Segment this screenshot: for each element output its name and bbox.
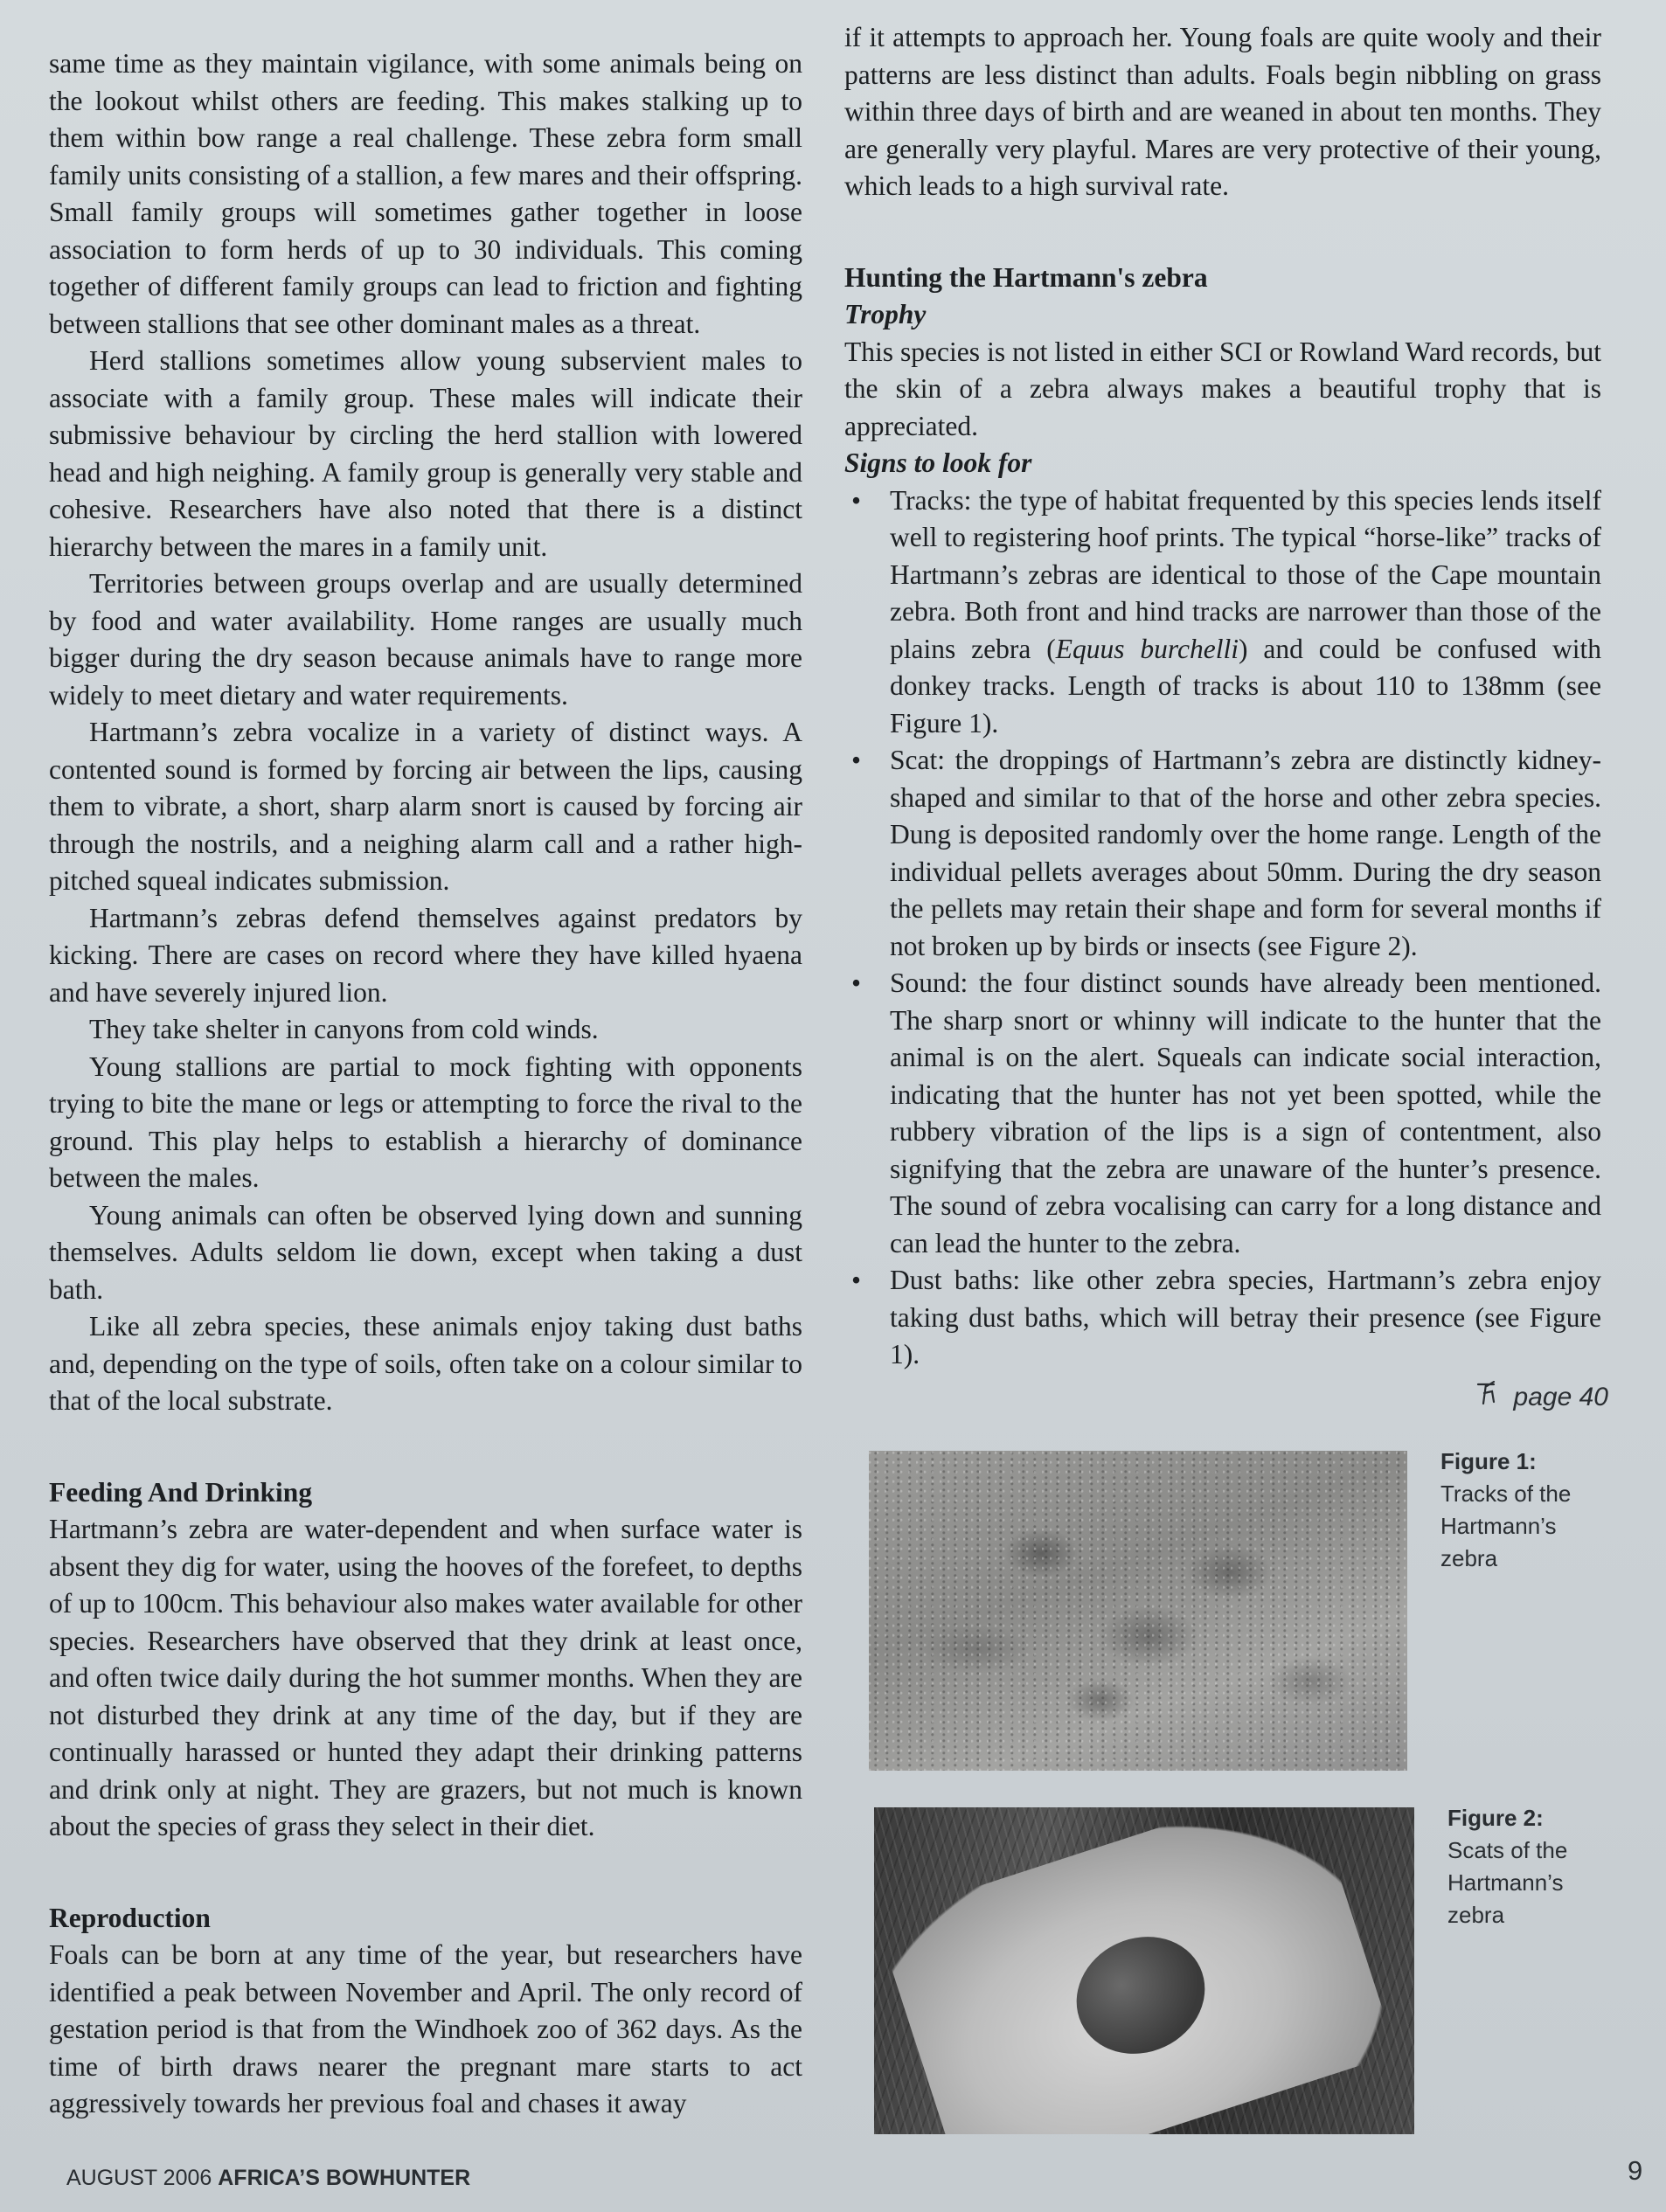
species-name: Equus burchelli [1055, 633, 1239, 664]
bullet-icon: • [851, 484, 862, 516]
section-heading-reproduction: Reproduction [49, 1902, 211, 1933]
figure-1-caption [1440, 1446, 1589, 1575]
section-heading-feeding: Feeding And Drinking [49, 1476, 313, 1508]
footer-issue-line [66, 2166, 470, 2191]
subheading-signs: Signs to look for [844, 447, 1032, 478]
signs-list [844, 482, 1601, 1374]
body-paragraph: Like all zebra species, these animals enjoy taking dust baths and, depending on the type of soils, often take on a colour similar to that of the local substrate. [49, 1311, 802, 1416]
issue-date: AUGUST 2006 [66, 2166, 212, 2190]
magazine-name: AFRICA’S BOWHUNTER [218, 2166, 471, 2190]
figure-1-text: Tracks of the Hartmann’s zebra [1440, 1480, 1572, 1571]
reproduction-paragraph: Foals can be born at any time of the year, but researchers have identified a peak between November and April. The only record of gestation period is that from the Windhoek zoo of 362 days. As the time of birth draws nearer the pregnant mare starts to act aggressively towards her previous foal and chases it away [49, 1939, 802, 2118]
figure-2-title: Figure 2: [1447, 1805, 1544, 1831]
body-paragraph: Hartmann’s zebras defend themselves against predators by kicking. There are cases on record where they have killed hyaena and have severely injured lion. [49, 902, 802, 1008]
section-heading-hunting: Hunting the Hartmann's zebra [844, 261, 1208, 293]
subheading-trophy: Trophy [844, 299, 927, 329]
intro-paragraph: same time as they maintain vigilance, with some animals being on the lookout whilst others are feeding. This makes stalking up to them within bow range a real challenge. These zebra form small family units consisting of a stallion, a few mares and their offspring. Small family groups will sometimes gather together in loose association to form herds of up to 30 individuals. This coming together of different family groups can lead to friction and fighting between stallions that see other dominant males as a threat. [49, 48, 802, 339]
figure-1-tracks-photo [869, 1451, 1407, 1771]
bullet-icon: • [851, 967, 862, 998]
body-paragraph: Young stallions are partial to mock fighting with opponents trying to bite the mane or legs or attempting to force the rival to the ground. This play helps to establish a hierarchy of dominance between the males. [49, 1051, 802, 1193]
feeding-paragraph: Hartmann’s zebra are water-dependent and when surface water is absent they dig for water, using the hooves of the forefeet, to depths of up to 100cm. This behaviour also makes water available for other species. Researchers have observed that they drink at least once, and often twice daily during the hot summer months. When they are not disturbed they drink at any time of the day, but if they are continually harassed or hunted they adapt their drinking patterns and drink only at night. They are grazers, but not much is known about the species of grass they select in their diet. [49, 1514, 802, 1841]
figure-2-text: Scats of the Hartmann’s zebra [1447, 1837, 1568, 1928]
body-paragraph: Territories between groups overlap and are usually determined by food and water availability. Home ranges are usually much bigger during the dry season because animals have to range more widely to meet dietary and water requirements. [49, 568, 802, 711]
bullet-icon: • [851, 1265, 862, 1295]
left-column [49, 45, 802, 2123]
list-item-dust-baths: • Dust baths: like other zebra species, Hartmann’s zebra enjoy taking dust baths, which will betray their presence (see Figure 1). [844, 1262, 1601, 1374]
figure-1-title: Figure 1: [1440, 1448, 1537, 1474]
list-item-tracks: • Tracks: the type of habitat frequented by this species lends itself well to registering hoof prints. The typical “horse-like” tracks of Hartmann’s zebras are identical to those of the Cape mountain zebra. Both front and hind tracks are narrower than those of the plains zebra (Equus burchelli) and could be confused with donkey tracks. Length of tracks is about 110 to 138mm (see Figure 1). [844, 482, 1601, 743]
running-figure-icon [1475, 1383, 1508, 1411]
list-item-sound: • Sound: the four distinct sounds have already been mentioned. The sharp snort or whinny will indicate to the hunter that the animal is on the alert. Squeals can indicate social interaction, indicating that the hunter has not yet been spotted, while the rubbery vibration of the lips is a sign of contentment, also signifying that the zebra are unaware of the hunter’s presence. The sound of zebra vocalising can carry for a long distance and can lead the hunter to the zebra. [844, 965, 1601, 1262]
page-ref-label: page 40 [1513, 1383, 1608, 1411]
right-column [844, 19, 1601, 1374]
page-number: 9 [1628, 2155, 1643, 2186]
continued-page-reference[interactable] [1475, 1381, 1608, 1412]
figure-2-scat-photo [874, 1807, 1414, 2134]
bullet-icon: • [851, 745, 862, 775]
trophy-paragraph: This species is not listed in either SCI or Rowland Ward records, but the skin of a zebra always makes a beautiful trophy that is appreciated. [844, 336, 1601, 441]
body-paragraph: They take shelter in canyons from cold winds. [89, 1014, 599, 1044]
continuation-paragraph: if it attempts to approach her. Young foals are quite wooly and their patterns are less distinct than adults. Foals begin nibbling on grass within three days of birth and are weaned in about ten months. They are generally very playful. Mares are very protective of their young, which leads to a high survival rate. [844, 22, 1601, 201]
list-item-scat: • Scat: the droppings of Hartmann’s zebra are distinctly kidney-shaped and similar to that of the horse and other zebra species. Dung is deposited randomly over the home range. Length of the individual pellets averages about 50mm. During the dry season the pellets may retain their shape and form for several months if not broken up by birds or insects (see Figure 2). [844, 742, 1601, 965]
body-paragraph: Young animals can often be observed lying down and sunning themselves. Adults seldom lie down, except when taking a dust bath. [49, 1199, 802, 1305]
body-paragraph: Herd stallions sometimes allow young subservient males to associate with a family group. These males will indicate their submissive behaviour by circling the herd stallion with lowered head and high neighing. A family group is generally very stable and cohesive. Researchers have also noted that there is a distinct hierarchy between the mares in a family unit. [49, 345, 802, 562]
body-paragraph: Hartmann’s zebra vocalize in a variety of distinct ways. A contented sound is formed by forcing air between the lips, causing them to vibrate, a short, sharp alarm snort is caused by forcing air through the nostrils, and a neighing alarm call and a rather high-pitched squeal indicates submission. [49, 717, 802, 896]
figure-2-caption [1447, 1802, 1596, 1931]
